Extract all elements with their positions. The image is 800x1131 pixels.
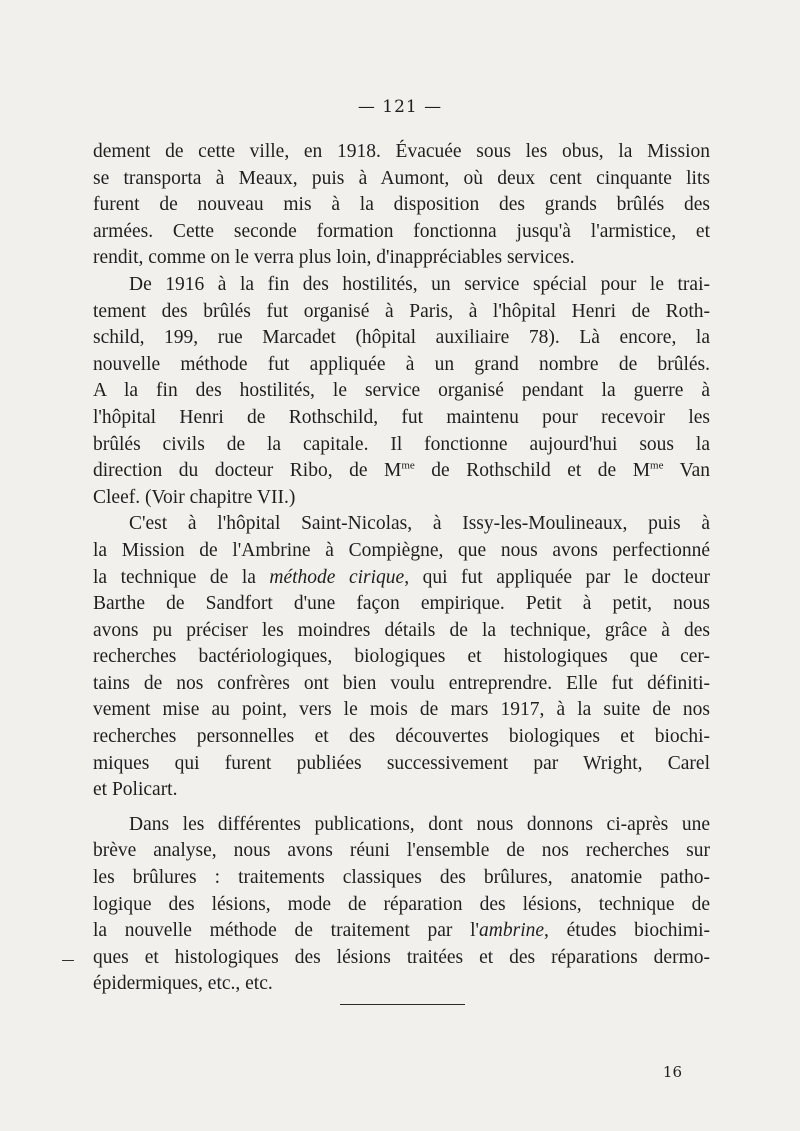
text-line: tains de nos confrères ont bien voulu entreprendre. Elle fut définiti- <box>93 672 710 694</box>
text-line: armées. Cette seconde formation fonctionna jusqu'à l'armistice, et <box>93 220 710 242</box>
text-fragment: la nouvelle méthode de traitement par l' <box>93 920 480 942</box>
text-line: miques qui furent publiées successivement par Wright, Carel <box>93 752 710 774</box>
text-line: ques et histologiques des lésions traitées et des réparations dermo- <box>93 946 710 968</box>
text-fragment: Van <box>663 460 710 482</box>
paragraph-3 <box>93 511 710 804</box>
superscript: me <box>401 459 415 472</box>
text-line: épidermiques, etc., etc. <box>93 973 273 995</box>
text-line: furent de nouveau mis à la disposition des grands brûlés des <box>93 194 710 216</box>
italic-term: ambrine <box>479 920 545 942</box>
text-line: l'hôpital Henri de Rothschild, fut maintenu pour recevoir les <box>93 406 710 428</box>
text-line <box>93 565 710 592</box>
text-line: la Mission de l'Ambrine à Compiègne, que nous avons perfectionné <box>93 539 710 561</box>
text-line: brûlés civils de la capitale. Il fonctionne aujourd'hui sous la <box>93 433 710 455</box>
paragraph-1 <box>93 139 710 272</box>
text-fragment: , qui fut appliquée par le docteur <box>404 566 710 588</box>
text-line: Cleef. (Voir chapitre VII.) <box>93 486 296 508</box>
text-line: vement mise au point, vers le mois de mars 1917, à la suite de nos <box>93 699 710 721</box>
text-fragment: de Rothschild et de M <box>414 460 651 482</box>
text-line: De 1916 à la fin des hostilités, un service spécial pour le trai- <box>129 273 710 295</box>
text-line: logique des lésions, mode de réparation des lésions, technique de <box>93 893 710 915</box>
text-line: C'est à l'hôpital Saint-Nicolas, à Issy-les-Moulineaux, puis à <box>129 513 710 535</box>
text-line: dement de cette ville, en 1918. Évacuée sous les obus, la Mission <box>93 141 710 162</box>
text-line: et Policart. <box>93 779 178 801</box>
text-line: tement des brûlés fut organisé à Paris, à l'hôpital Henri de Roth- <box>93 300 710 322</box>
text-line: recherches personnelles et des découvertes biologiques et biochi- <box>93 726 710 748</box>
text-fragment: direction du docteur Ribo, de M <box>93 460 402 482</box>
text-line: A la fin des hostilités, le service organisé pendant la guerre à <box>93 380 710 402</box>
text-line: schild, 199, rue Marcadet (hôpital auxiliaire 78). Là encore, la <box>93 327 710 349</box>
text-line: avons pu préciser les moindres détails de la technique, grâce à des <box>93 619 710 641</box>
text-line: Dans les différentes publications, dont nous donnons ci-après une <box>129 813 710 835</box>
text-line: Barthe de Sandfort d'une façon empirique. Petit à petit, nous <box>93 593 710 615</box>
closing-rule <box>340 1004 465 1005</box>
text-line: brève analyse, nous avons réuni l'ensemble de nos recherches sur <box>93 840 710 862</box>
text-line <box>93 458 710 485</box>
text-line: nouvelle méthode fut appliquée à un grand nombre de brûlés. <box>93 353 710 375</box>
text-fragment: la technique de la <box>93 566 270 588</box>
margin-pencil-mark <box>62 960 74 961</box>
italic-term: méthode cirique <box>269 566 405 588</box>
text-line: rendit, comme on le verra plus loin, d'inappréciables services. <box>93 247 575 269</box>
text-line: se transporta à Meaux, puis à Aumont, où deux cent cinquante lits <box>93 167 710 189</box>
page-number: — 121 — <box>357 97 443 117</box>
signature-mark: 16 <box>662 1063 682 1081</box>
text-line: recherches bactériologiques, biologiques et histologiques que cer- <box>93 646 710 668</box>
body-text <box>93 139 710 998</box>
text-fragment: , études biochimi- <box>544 920 710 942</box>
text-line <box>93 918 710 945</box>
paragraph-4 <box>93 812 710 998</box>
text-line: les brûlures : traitements classiques des brûlures, anatomie patho- <box>93 867 710 889</box>
superscript: me <box>650 459 664 472</box>
paragraph-2 <box>93 272 710 511</box>
